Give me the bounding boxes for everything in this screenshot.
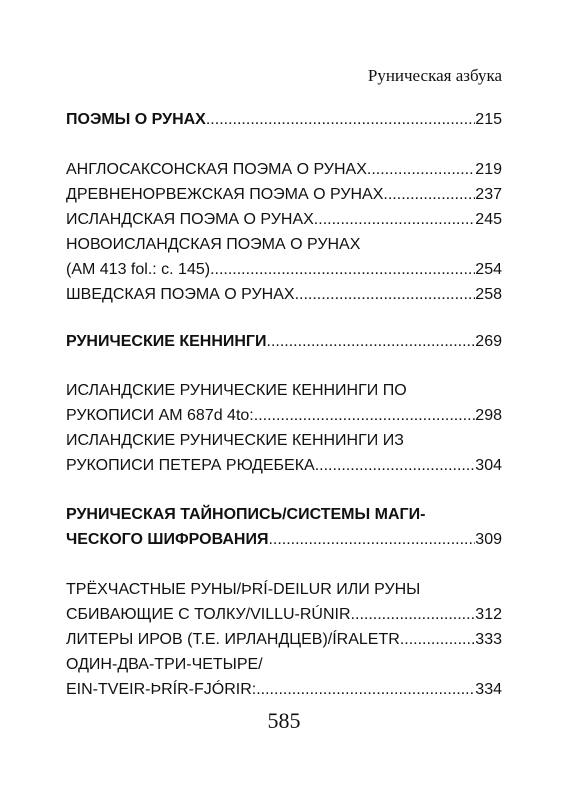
- toc-entry-iraletr: [66, 630, 502, 650]
- toc-page-number: 237: [475, 186, 502, 203]
- toc-page-number: 258: [475, 286, 502, 303]
- toc-entry-am687-line1: ИСЛАНДСКИЕ РУНИЧЕСКИЕ КЕННИНГИ ПО: [66, 382, 407, 399]
- toc-entry-title: ИСЛАНДСКАЯ ПОЭМА О РУНАХ: [66, 211, 314, 228]
- dot-leader: [254, 406, 476, 426]
- toc-entry-onetwo-line1: ОДИН-ДВА-ТРИ-ЧЕТЫРЕ/: [66, 656, 263, 673]
- dot-leader: [315, 456, 476, 476]
- toc-entry-title: РУКОПИСИ ПЕТЕРА РЮДЕБЕКА: [66, 457, 315, 474]
- toc-entry-title: ШВЕДСКАЯ ПОЭМА О РУНАХ: [66, 286, 295, 303]
- toc-entry-swedish: [66, 285, 502, 305]
- toc-page-number: 334: [475, 681, 502, 698]
- toc-entry-icelandic: [66, 210, 502, 230]
- toc-page-number: 219: [475, 161, 502, 178]
- toc-entry-rudbeck-line1: ИСЛАНДСКИЕ РУНИЧЕСКИЕ КЕННИНГИ ИЗ: [66, 432, 404, 449]
- toc-page-number: 254: [475, 261, 502, 278]
- toc-entry-title: ЛИТЕРЫ ИРОВ (Т.Е. ИРЛАНДЦЕВ)/ÍRALETR: [66, 631, 400, 648]
- dot-leader: [314, 210, 476, 230]
- toc-entry-oldnorse: [66, 185, 502, 205]
- toc-entry-newicelandic-line1: НОВОИСЛАНДСКАЯ ПОЭМА О РУНАХ: [66, 236, 361, 253]
- toc-entry-title: EIN-TVEIR-ÞRÍR-FJÓRIR:: [66, 681, 257, 698]
- toc-entry-title: (АМ 413 fol.: с. 145): [66, 261, 211, 278]
- toc-entry-title: ДРЕВНЕНОРВЕЖСКАЯ ПОЭМА О РУНАХ: [66, 186, 384, 203]
- toc-entry-kennings: [66, 332, 502, 352]
- toc-entry-cipher-line1: РУНИЧЕСКАЯ ТАЙНОПИСЬ/СИСТЕМЫ МАГИ-: [66, 506, 426, 523]
- toc-entry-anglo: [66, 160, 502, 180]
- toc-page-number: 215: [475, 111, 502, 128]
- dot-leader: [400, 630, 475, 650]
- dot-leader: [267, 332, 476, 352]
- toc-page-number: 298: [475, 407, 502, 424]
- running-header: Руническая азбука: [367, 66, 502, 85]
- toc-entry-rudbeck: [66, 456, 502, 476]
- dot-leader: [351, 605, 476, 625]
- dot-leader: [383, 185, 475, 205]
- toc-page-number: 269: [475, 333, 502, 350]
- toc-page-number: 333: [475, 631, 502, 648]
- dot-leader: [206, 110, 475, 130]
- toc-entry-onetwo: [66, 680, 502, 700]
- toc-page-number: 312: [475, 606, 502, 623]
- page-number: 585: [267, 708, 301, 733]
- toc-entry-title: РУКОПИСИ АМ 687d 4to:: [66, 407, 254, 424]
- toc-entry-am687: [66, 406, 502, 426]
- toc-entry-title: РУНИЧЕСКИЕ КЕННИНГИ: [66, 333, 267, 350]
- toc-entry-title: ЧЕСКОГО ШИФРОВАНИЯ: [66, 531, 269, 548]
- toc-page-number: 304: [475, 457, 502, 474]
- toc-entry-title: СБИВАЮЩИЕ С ТОЛКУ/VILLU-RÚNIR: [66, 606, 351, 623]
- dot-leader: [268, 530, 475, 550]
- toc-page-number: 309: [475, 531, 502, 548]
- toc-page-number: 245: [475, 211, 502, 228]
- toc-entry-newicelandic: [66, 260, 502, 280]
- dot-leader: [210, 260, 475, 280]
- dot-leader: [367, 160, 475, 180]
- dot-leader: [256, 680, 475, 700]
- toc-entry-title: АНГЛОСАКСОНСКАЯ ПОЭМА О РУНАХ: [66, 161, 367, 178]
- toc-entry-threefold-line1: ТРЁХЧАСТНЫЕ РУНЫ/ÞRÍ-DEILUR ИЛИ РУНЫ: [66, 581, 421, 598]
- toc-entry-poems: [66, 110, 502, 130]
- dot-leader: [295, 285, 476, 305]
- toc-entry-title: ПОЭМЫ О РУНАХ: [66, 111, 206, 128]
- toc-entry-cipher: [66, 530, 502, 550]
- toc-entry-threefold: [66, 605, 502, 625]
